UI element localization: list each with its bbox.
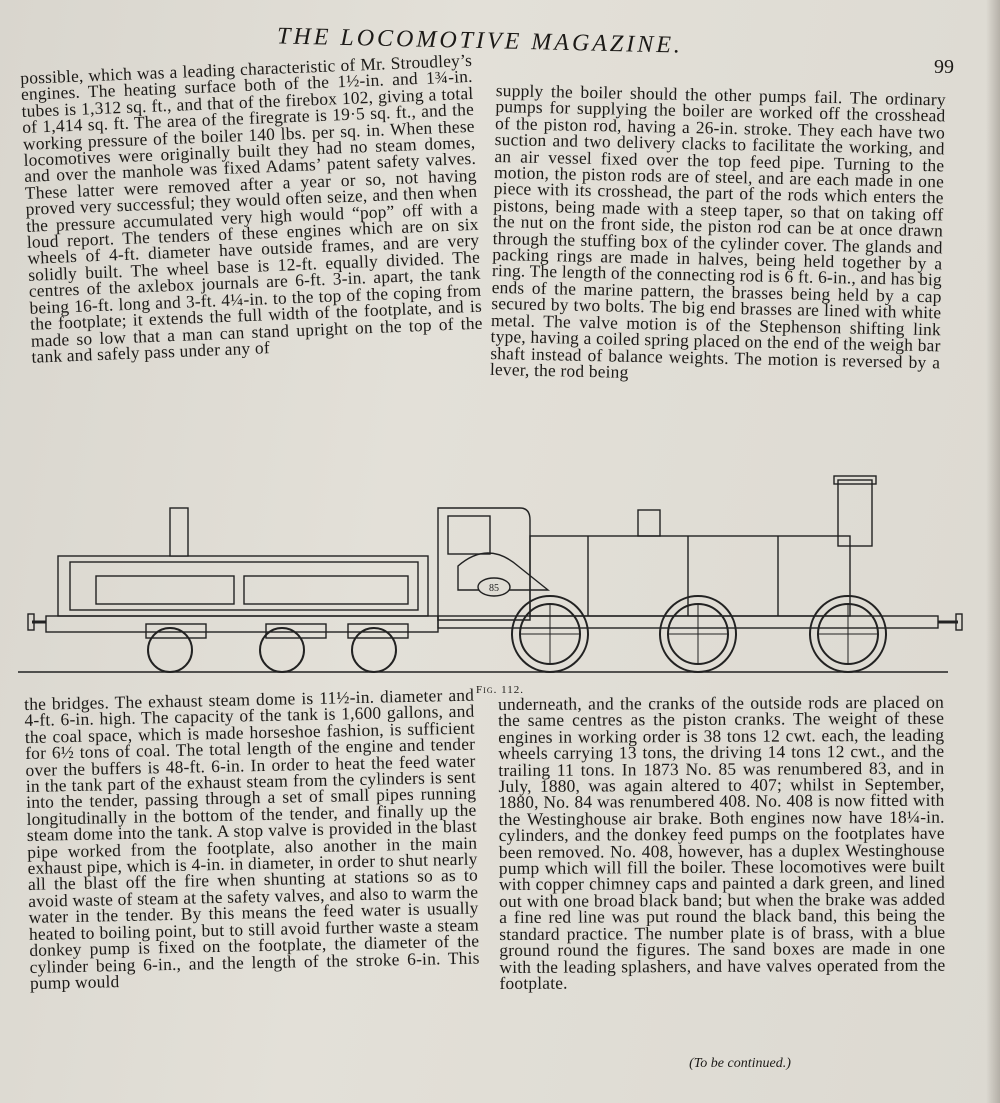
continued-note: (To be continued.) (689, 1056, 791, 1071)
page-binding-shadow (986, 0, 1000, 1103)
tender-wheel (148, 628, 192, 672)
tender-wheel (260, 628, 304, 672)
locomotive-illustration (18, 470, 968, 685)
boiler-outline (530, 536, 850, 616)
figure-caption: Fig. 112. (476, 684, 524, 696)
text-column-top-left (19, 49, 483, 367)
page-number: 99 (934, 56, 954, 78)
tender-dome (170, 508, 188, 556)
tender-tank-outline (58, 556, 428, 616)
paragraph: the bridges. The exhaust steam dome is 11½-in. diameter and 4-ft. 6-in. high. The capacity of the tank is 1,600 gallons, and the coal space, which is made horseshoe fashion, is sufficient for 6½ tons of coal. The total length of the engine and tender over the buffers is 48-ft. 6-in. In order to heat the feed water in the tank part of the exhaust steam from the cylinders is sent into the tender, passing through a set of small pipes running longitudinally in the bottom of the tender, and finally up the steam dome into the tank. A stop valve is provided in the blast pipe worked from the footplate, also another in the main exhaust pipe, which is 4-in. in diameter, in order to shut nearly all the blast off the fire when shunting at stations so as to avoid waste of steam at the safety valves, and also to warm the water in the tender. By this means the feed water is usually heated to boiling point, but to still avoid further waste a steam donkey pump is fixed on the footplate, the diameter of the cylinder being 6-in., and the length of the stroke 6-in. This pump would (23, 684, 480, 993)
number-plate-text: 85 (489, 583, 499, 594)
paragraph: possible, which was a leading characteristic of Mr. Stroudley’s engines. The heating surface both of the 1½-in. and 1¾-in. tubes is 1,312 sq. ft., and that of the firebox 102, giving a total of 1,414 sq. ft. The area of the firegrate is 19·5 sq. ft., and the working pressure of the boiler 140 lbs. per sq. in. When these locomotives were originally built they had no steam domes, and over the manhole was fixed Adams’ patent safety valves. These latter were removed after a year or so, not having proved very successful; they would often seize, and then when the pressure accumulated very high would “pop” off with a loud report. The tenders of these engines which are on six wheels of 4-ft. diameter have outside frames, and are very solidly built. The wheel base is 12-ft. equally divided. The centres of the axlebox journals are 6-ft. 3-in. apart, the tank being 16-ft. long and 3-ft. 4¼-in. to the top of the coping from the footplate; it extends the full width of the footplate, and is made so low that a man can stand upright on the top of the tank and safely pass under any of (19, 49, 483, 367)
paragraph: underneath, and the cranks of the outside rods are placed on the same centres as the piston cranks. The weight of these engines in working order is 38 tons 12 cwt. each, the leading wheels carrying 13 tons, the driving 14 tons 12 cwt., and the trailing 11 tons. In 1873 No. 85 was renumbered 83, and in July, 1880, was again altered to 407; whilst in September, 1880, No. 84 was renumbered 408. No. 408 is now fitted with the Westinghouse air brake. Both engines now have 18¼-in. cylinders, and the donkey feed pumps on the footplates have been removed. No. 408, however, has a duplex Westinghouse pump which will fill the boiler. These locomotives were built with copper chimney caps and painted a dark green, and lined out with one broad black band; but when the brake was added a fine red line was put round the black band, this being the standard practice. The number plate is of brass, with a blue ground round the figures. The sand boxes are made in one with the leading splashers, and have valves operated from the footplate. (497, 691, 946, 993)
paragraph: supply the boiler should the other pumps fail. The ordinary pumps for supplying the boiler are worked off the crosshead of the piston rod, having a 26-in. stroke. They each have two suction and two delivery clacks to facilitate the working, and an air vessel fixed over the top feed pipe. Turning to the motion, the piston rods are of steel, and are each made in one piece with its crosshead, the part of the rods which enters the pistons, being made with a steep taper, so that on taking off the nut on the front side, the piston rod can be at once drawn through the stuffing box of the cylinder cover. The glands and packing rings are made in halves, being held together by a ring. The length of the connecting rod is 6 ft. 6-in., and has big ends of the marine pattern, the brasses being held by a cap secured by two bolts. The big end brasses are lined with white metal. The valve motion is of the Stephenson shifting link type, having a coiled spring placed on the end of the weigh bar shaft instead of balance weights. The motion is reversed by a lever, the rod being (489, 80, 946, 382)
text-column-top-right (490, 82, 946, 387)
text-column-bottom-left (23, 684, 480, 993)
tender-wheel (352, 628, 396, 672)
running-header: THE LOCOMOTIVE MAGAZINE. (276, 23, 684, 59)
text-column-bottom-right (497, 691, 946, 993)
